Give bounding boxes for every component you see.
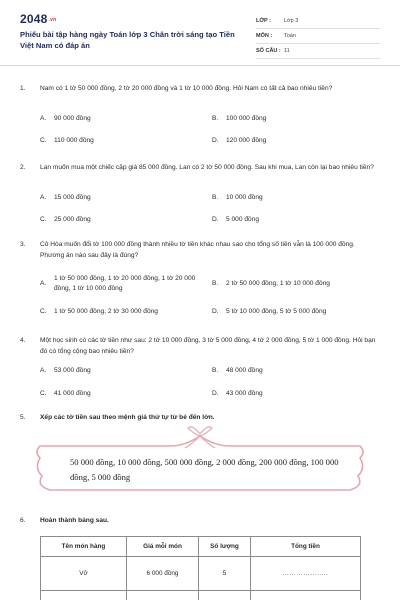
option-value: 2 tờ 50 000 đồng, 1 tờ 10 000 đồng <box>226 280 330 287</box>
table-row <box>41 557 361 591</box>
col-header: Số lượng <box>199 537 251 557</box>
option-label: B. <box>212 367 219 374</box>
option-label: C. <box>40 390 47 397</box>
option-value: 10 000 đồng <box>226 194 263 201</box>
meta-row-count <box>256 44 380 59</box>
table-cell <box>251 591 361 600</box>
option-value: 53 000 đồng <box>54 367 91 374</box>
option-value: 5 000 đồng <box>226 216 260 223</box>
option-label: C. <box>40 216 47 223</box>
col-header: Tổng tiền <box>251 537 361 557</box>
question-text: Cô Hòa muốn đổi tờ 100 000 đồng thành nhiều tờ tiền khác nhau sao cho tổng số tiền vẫn là 100 000 đồng. Phương án nào sau đây là đúng? <box>40 241 355 259</box>
option-label: D. <box>212 308 219 315</box>
question-text: Xếp các tờ tiền sau theo mệnh giá thứ tự từ bé đến lớn. <box>40 414 215 421</box>
meta-value: Toán <box>284 33 296 39</box>
option-label: A. <box>40 280 47 287</box>
option-label: D. <box>212 137 219 144</box>
option-value: 120 000 đồng <box>226 137 267 144</box>
ribbon-box <box>30 424 370 496</box>
option-value: 1 tờ 50 000 đồng, 2 tờ 30 000 đồng <box>54 308 158 315</box>
option-value: 41 000 đồng <box>54 390 91 397</box>
option-value: 1 tờ 50 000 đồng, 1 tờ 20 000 đồng, 1 tờ 20 000 đồng, 1 tờ 10 000 đồng <box>54 275 196 292</box>
question-number: 6. <box>20 517 26 524</box>
question-text: Một học sinh có các tờ tiền như sau: 2 tờ 10 000 đồng, 3 tờ 5 000 đồng, 4 tờ 2 000 đồng, 5 tờ 1 000 đồng. Hỏi bạn đó có tổng cộng bao nhiêu tiền? <box>40 337 376 355</box>
table-cell: 6 000 đồng <box>127 557 199 591</box>
meta-key: LỚP : <box>256 18 271 24</box>
meta-key: SỐ CÂU : <box>256 48 281 54</box>
meta-value: 11 <box>284 48 290 54</box>
option-label: B. <box>212 280 219 287</box>
option-label: A. <box>40 367 47 374</box>
meta-row-class <box>256 14 380 29</box>
option-label: C. <box>40 137 47 144</box>
col-header: Giá mỗi món <box>127 537 199 557</box>
option-value: 43 000 đồng <box>226 390 263 397</box>
question-text: Nam có 1 tờ 50 000 đồng, 2 tờ 20 000 đồng và 1 tờ 10 000 đồng. Hỏi Nam có tất cả bao nhiêu tiền? <box>40 85 333 92</box>
question-number: 3. <box>20 241 26 248</box>
table-cell <box>41 591 127 600</box>
answer-blank[interactable]: ……………….. <box>251 557 361 591</box>
option-value: 5 tờ 10 000 đồng, 5 tờ 5 000 đồng <box>226 308 327 315</box>
logo-tld: .vn <box>48 17 57 23</box>
price-table <box>40 536 361 600</box>
worksheet-header <box>0 0 400 66</box>
option-value: 90 000 đồng <box>54 115 91 122</box>
option-label: A. <box>40 115 47 122</box>
option-label: D. <box>212 216 219 223</box>
table-cell: Vở <box>41 557 127 591</box>
meta-value: Lớp 3 <box>284 18 299 24</box>
question-text: Hoàn thành bảng sau. <box>40 517 109 524</box>
option-label: B. <box>212 194 219 201</box>
option-value: 110 000 đồng <box>54 137 94 144</box>
question-number: 4. <box>20 337 26 344</box>
logo-text: 2048 <box>20 12 48 26</box>
table-row <box>41 591 361 600</box>
currency-list: 50 000 đồng, 10 000 đồng, 500 000 đồng, 2 000 đồng, 200 000 đồng, 100 000 đồng, 5 000 đồng <box>70 457 339 482</box>
question-number: 2. <box>20 164 26 171</box>
option-value: 25 000 đồng <box>54 216 91 223</box>
site-logo[interactable] <box>20 12 56 26</box>
option-label: C. <box>40 308 47 315</box>
meta-key: MÔN : <box>256 33 273 39</box>
table-cell <box>127 591 199 600</box>
question-text: Lan muốn mua một chiếc cặp giá 85 000 đồng. Lan có 2 tờ 50 000 đồng. Sau khi mua, Lan còn lại bao nhiêu tiền? <box>40 164 374 171</box>
question-number: 1. <box>20 85 26 92</box>
question-number: 5. <box>20 414 26 421</box>
worksheet-title: Phiếu bài tập hàng ngày Toán lớp 3 Chân trời sáng tạo Tiền Việt Nam có đáp án <box>20 30 235 50</box>
option-value: 15 000 đồng <box>54 194 91 201</box>
option-value: 48 000 đồng <box>226 367 263 374</box>
option-label: B. <box>212 115 219 122</box>
option-value: 100 000 đồng <box>226 115 267 122</box>
table-cell: 5 <box>199 557 251 591</box>
option-label: A. <box>40 194 47 201</box>
col-header: Tên món hàng <box>41 537 127 557</box>
meta-row-subject <box>256 29 380 44</box>
meta-panel <box>256 14 380 59</box>
table-header-row <box>41 537 361 557</box>
table-cell <box>199 591 251 600</box>
option-label: D. <box>212 390 219 397</box>
